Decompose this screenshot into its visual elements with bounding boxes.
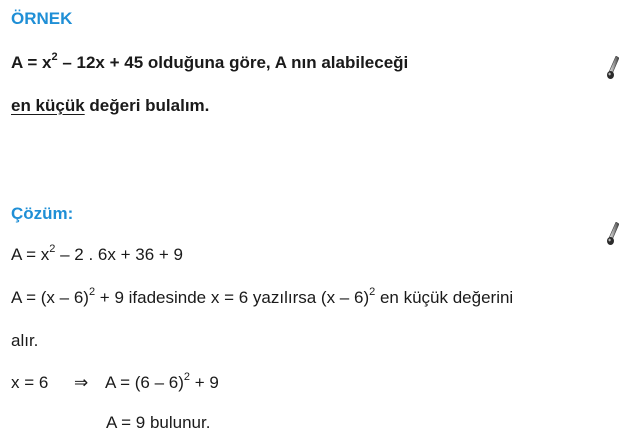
- solution-result: A = 9 bulunur.: [106, 413, 211, 432]
- solution-text: A = (x – 6): [11, 288, 89, 307]
- solution-text-rest: – 2 . 6x + 36 + 9: [55, 245, 183, 264]
- solution-text: alır.: [11, 331, 39, 350]
- solution-line-1: [11, 245, 183, 265]
- solution-line-4-rhs: [105, 373, 219, 393]
- solution-line-2: [11, 288, 513, 308]
- solution-text: A = x: [11, 245, 50, 264]
- solution-heading: [11, 204, 73, 224]
- question-line-2: [11, 96, 209, 116]
- solution-heading-text: Çözüm:: [11, 204, 74, 223]
- pin-icon: [607, 56, 619, 80]
- question-line-2-rest: değeri bulalım.: [84, 96, 210, 115]
- solution-line-4: [11, 373, 48, 393]
- pin-icon: [607, 222, 619, 246]
- solution-line-3: [11, 331, 38, 351]
- question-text-rest: – 12x + 45 olduğuna göre, A nın alabileceği: [57, 53, 409, 72]
- question-exponent: 2: [51, 51, 58, 64]
- solution-text: + 9 ifadesinde x = 6 yazılırsa (x – 6): [95, 288, 370, 307]
- implies-arrow-icon: ⇒: [74, 373, 89, 392]
- question-underlined-text: en küçük: [11, 96, 85, 115]
- question-text: A = x: [11, 53, 52, 72]
- solution-text: A = (6 – 6): [105, 373, 184, 392]
- solution-exponent: 2: [183, 371, 191, 384]
- solution-exponent: 2: [88, 286, 96, 299]
- solution-line-5: [106, 413, 210, 433]
- solution-exponent: 2: [369, 286, 376, 299]
- solution-text: x = 6: [11, 373, 49, 392]
- solution-exponent: 2: [49, 243, 56, 256]
- question-line-1: [11, 53, 408, 73]
- solution-text: + 9: [190, 373, 219, 392]
- example-heading-text: ÖRNEK: [11, 9, 73, 28]
- solution-text: en küçük değerini: [375, 288, 514, 307]
- example-heading: [11, 9, 72, 29]
- implies-arrow: [74, 373, 88, 393]
